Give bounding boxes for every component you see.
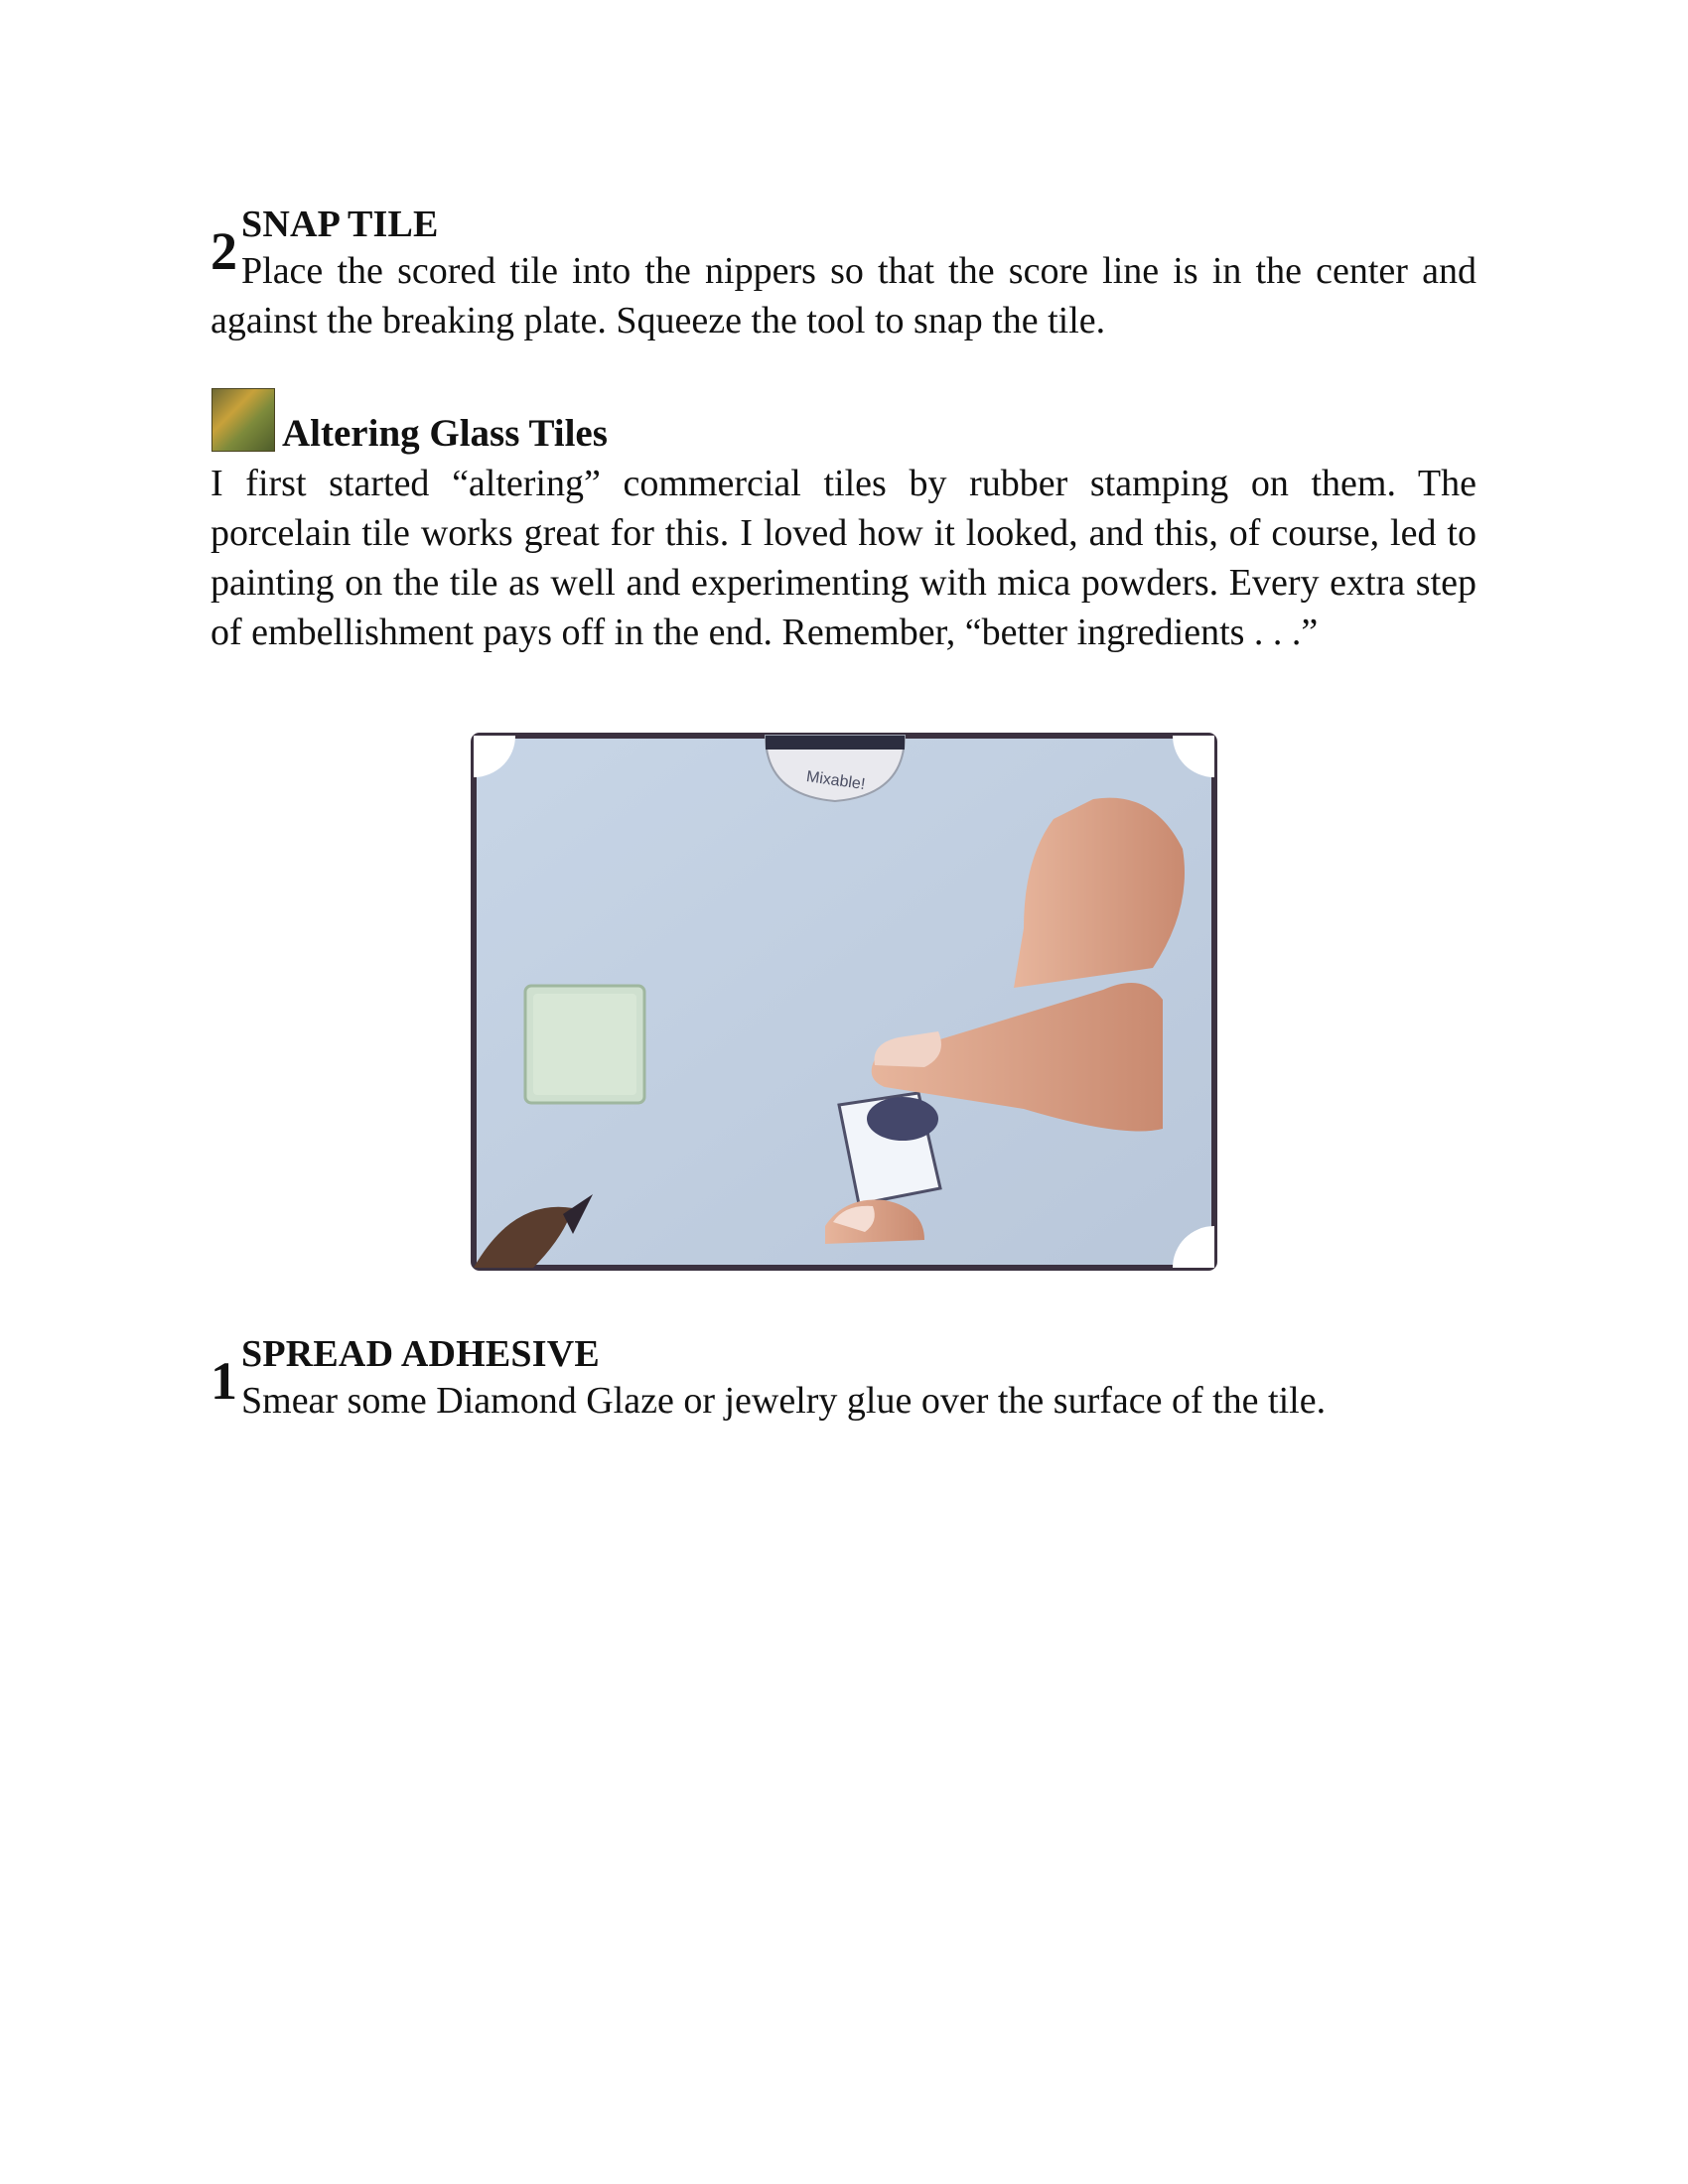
- step-title: SNAP TILE: [241, 204, 439, 245]
- step-title: SPREAD ADHESIVE: [241, 1333, 600, 1375]
- tile-adhesive-photo: [468, 730, 1220, 1274]
- section-title: Altering Glass Tiles: [282, 412, 608, 455]
- jar-label: Mixable!: [804, 767, 867, 794]
- step-body: Place the scored tile into the nippers so that the score line is in the center and against the breaking plate. Squeeze the tool to snap the tile.: [211, 250, 1477, 341]
- step-number: 2: [211, 221, 237, 281]
- section-body: I first started “altering” commercial tiles by rubber stamping on them. The porcelain tile works great for this. I loved how it looked, and this, of course, led to painting on the tile as well and experimenting with mica powders. Every extra step of embellishment pays off in the end. Remember, “better ingredients . . .”: [211, 463, 1477, 653]
- mosaic-tile-icon: [211, 388, 275, 452]
- step-number: 1: [211, 1351, 237, 1411]
- step-body: Smear some Diamond Glaze or jewelry glue over the surface of the tile.: [241, 1380, 1327, 1422]
